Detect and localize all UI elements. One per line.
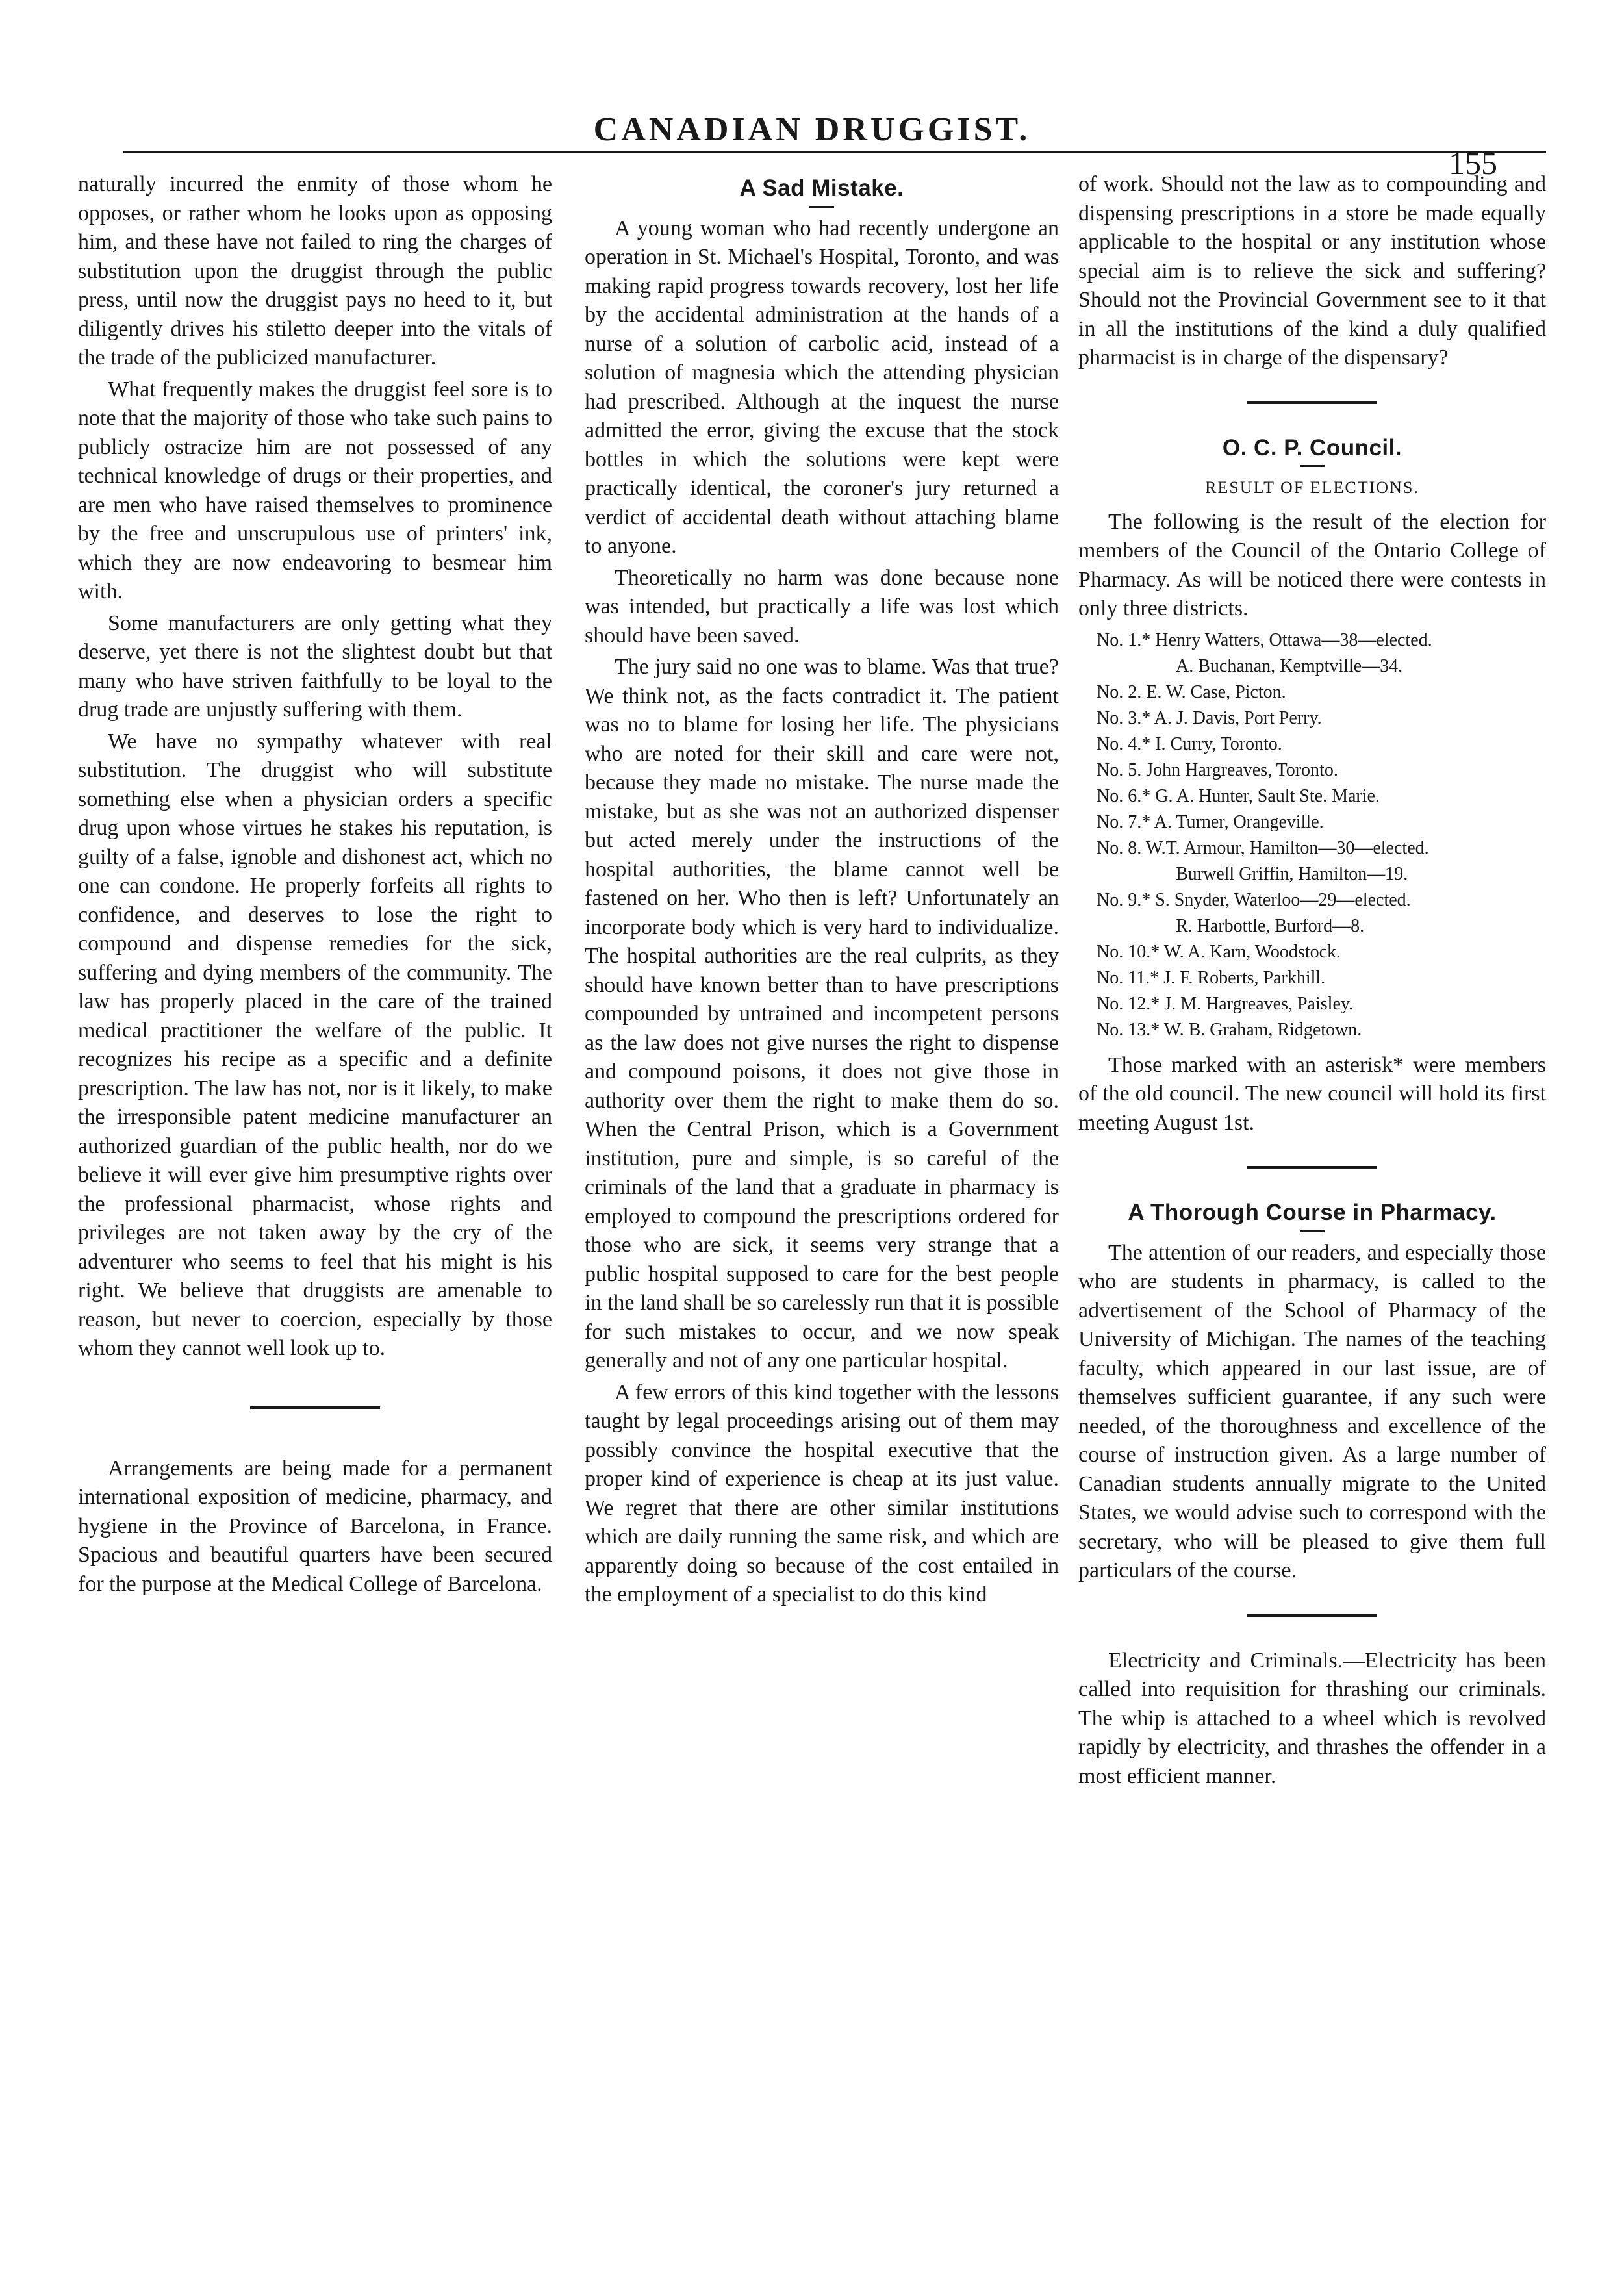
list-item: R. Harbottle, Burford—8. bbox=[1176, 915, 1365, 936]
list-item: No. 4.* I. Curry, Toronto. bbox=[1097, 733, 1282, 754]
heading-dash bbox=[1300, 465, 1325, 467]
heading-thorough-course: A Thorough Course in Pharmacy. bbox=[1128, 1200, 1497, 1225]
paragraph-jury: The jury said no one was to blame. Was that true? We think not, as the facts contradict it. The patient was no to blame for losing her life. The physicians who are noted for their skill and care were not, because they made no mistake. The nurse made the mistake, but as she was not an authorized dispenser but acted merely under the instructions of the hospital authorities, the blame cannot well be fastened on her. Who then is left? Unfortunately an incorporate body which is very hard to individualize. The hospital authorities are the real culprits, as they should have known better than to have prescriptions compounded by untrained and incompetent persons as the law does not give nurses the right to dispense and compound poisons, it does not give those in authority over them the right to make them do so. When the Central Prison, which is a Government institution, pure and simple, is so careful of the criminals of the land that a graduate in pharmacy is employed to compound the prescriptions ordered for those who are sick, it seems very strange that a public hospital supposed to care for the best people in the land shall be so carelessly run that it is possible for such mistakes to occur, and we now speak generally and not of any one particular hospital. bbox=[585, 655, 1059, 1373]
section-divider bbox=[250, 1406, 380, 1409]
paragraph-barcelona-exposition: Arrangements are being made for a permanent international exposition of medicine, pharmacy, and hygiene in the Province of Barcelona, in France. Spacious and beautiful quarters have been secured for the purpose at the Medical College of Barcelona. bbox=[78, 1456, 552, 1596]
list-item: A. Buchanan, Kemptville—34. bbox=[1176, 655, 1403, 676]
list-item: No. 12.* J. M. Hargreaves, Paisley. bbox=[1097, 993, 1354, 1014]
column-1 bbox=[78, 170, 552, 2184]
section-divider bbox=[1247, 1166, 1377, 1169]
section-divider bbox=[1247, 1614, 1377, 1617]
heading-dash bbox=[1300, 1230, 1325, 1232]
column-3 bbox=[1078, 170, 1546, 2184]
list-item: No. 9.* S. Snyder, Waterloo—29—elected. bbox=[1097, 889, 1411, 910]
paragraph-few-errors: A few errors of this kind together with the lessons taught by legal proceedings arising out of them may possibly convince the hospital executive that the proper kind of experience is cheap at its just value. We regret that there are other similar institutions which are daily running the same risk, and which are apparently doing so because of the cost entailed in the employment of a specialist to do this kind bbox=[585, 1380, 1059, 1606]
paragraph-council-intro: The following is the result of the election for members of the Council of the Ontario College of Pharmacy. As will be noticed there were contests in only three districts. bbox=[1078, 509, 1546, 620]
paragraph-substitution-continued: naturally incurred the enmity of those whom he opposes, or rather whom he looks upon as opposing him, and these have not failed to ring the charges of substitution upon the druggist through the public press, until now the druggist pays no heed to it, but diligently drives his stiletto deeper into the vitals of the trade of the publicized manufacturer. bbox=[78, 172, 552, 370]
subheading-result-of-elections: RESULT OF ELECTIONS. bbox=[1205, 478, 1419, 497]
paragraph-electricity: Electricity and Criminals.—Electricity has been called into requisition for thrashing our criminals. The whip is attached to a wheel which is revolved rapidly by electricity, and thrashes the offender in a most efficient manner. bbox=[1078, 1648, 1546, 1788]
paragraph-young-woman: A young woman who had recently undergone an operation in St. Michael's Hospital, Toronto, and was making rapid progress towards recovery, lost her life by the accidental administration at the hands of a nurse of a solution of carbolic acid, instead of a solution of magnesia which the attending physician had prescribed. Although at the inquest the nurse admitted the error, giving the excuse that the stock bottles in which the solutions were kept were practically identical, the coroner's jury returned a verdict of accidental death without attaching blame to anyone. bbox=[585, 216, 1059, 558]
paragraph-theoretically: Theoretically no harm was done because none was intended, but practically a life was lost which should have been saved. bbox=[585, 565, 1059, 648]
page-number: 155 bbox=[1449, 145, 1497, 181]
list-item: No. 6.* G. A. Hunter, Sault Ste. Marie. bbox=[1097, 785, 1380, 806]
paragraph-course: The attention of our readers, and especially those who are students in pharmacy, is called to the advertisement of the School of Pharmacy of the University of Michigan. The names of the teaching faculty, which appeared in our last issue, are of themselves sufficient guarantee, if any such were needed, of the thoroughness and excellence of the course of instruction given. As a large number of Canadian students annually migrate to the United States, we would advise such to correspond with the secretary, who will be pleased to give them full particulars of the course. bbox=[1078, 1240, 1546, 1582]
heading-ocp-council: O. C. P. Council. bbox=[1222, 435, 1402, 461]
list-item: No. 13.* W. B. Graham, Ridgetown. bbox=[1097, 1019, 1362, 1040]
list-item: No. 8. W.T. Armour, Hamilton—30—elected. bbox=[1097, 837, 1429, 858]
list-item: No. 7.* A. Turner, Orangeville. bbox=[1097, 811, 1324, 832]
paragraph-of-work: of work. Should not the law as to compounding and dispensing prescriptions in a store be made equally applicable to the hospital or any institution whose special aim is to relieve the sick and suffering? Should not the Provincial Government see to it that in all the institutions of the kind a duly qualified pharmacist is in charge of the dispensary? bbox=[1078, 172, 1546, 370]
running-head bbox=[0, 110, 1624, 181]
journal-title: CANADIAN DRUGGIST. bbox=[593, 111, 1031, 148]
list-item: No. 3.* A. J. Davis, Port Perry. bbox=[1097, 707, 1322, 728]
list-item: No. 1.* Henry Watters, Ottawa—38—elected. bbox=[1097, 629, 1432, 650]
paragraph-druggist-sore: What frequently makes the druggist feel sore is to note that the majority of those who take such pains to publicly ostracize him are not possessed of any technical knowledge of drugs or their properties, and are men who have raised themselves to prominence by the free and unscrupulous use of printers' ink, which they are now endeavoring to besmear him with. bbox=[78, 377, 552, 603]
election-results-list bbox=[1078, 627, 1546, 1043]
heading-dash bbox=[809, 206, 834, 208]
list-item: No. 2. E. W. Case, Picton. bbox=[1097, 681, 1286, 702]
paragraph-council-note: Those marked with an asterisk* were members of the old council. The new council will hold its first meeting August 1st. bbox=[1078, 1052, 1546, 1135]
paragraph-no-sympathy: We have no sympathy whatever with real substitution. The druggist who will substitute something else when a physician orders a specific drug upon whose virtues he stakes his reputation, is guilty of a false, ignoble and dishonest act, which no one can condone. He properly forfeits all rights to confidence, and deserves to lose the right to compound and dispense remedies for the sick, suffering and dying members of the community. The law has properly placed in the care of the trained medical practitioner the welfare of the public. It recognizes his recipe as a specific and a definite prescription. The law has not, nor is it likely, to make the irresponsible patent medicine manufacturer an authorized guardian of the public health, nor do we believe it will ever give him presumptive rights over the professional pharmacist, whose rights and privileges are not taken away by the cry of the adventurer who seems to feel that his might is his right. We believe that druggists are amenable to reason, but never to coercion, especially by those whom they cannot well look up to. bbox=[78, 729, 552, 1360]
list-item: No. 11.* J. F. Roberts, Parkhill. bbox=[1097, 967, 1326, 988]
column-2 bbox=[585, 170, 1059, 2184]
paragraph-manufacturers: Some manufacturers are only getting what they deserve, yet there is not the slightest doubt but that many who have striven faithfully to be loyal to the drug trade are unjustly suffering with them. bbox=[78, 611, 552, 722]
heading-sad-mistake: A Sad Mistake. bbox=[739, 175, 904, 201]
header-rule bbox=[123, 151, 1546, 153]
list-item: No. 10.* W. A. Karn, Woodstock. bbox=[1097, 941, 1341, 962]
list-item: No. 5. John Hargreaves, Toronto. bbox=[1097, 759, 1338, 780]
list-item: Burwell Griffin, Hamilton—19. bbox=[1176, 863, 1408, 884]
section-divider bbox=[1247, 401, 1377, 404]
